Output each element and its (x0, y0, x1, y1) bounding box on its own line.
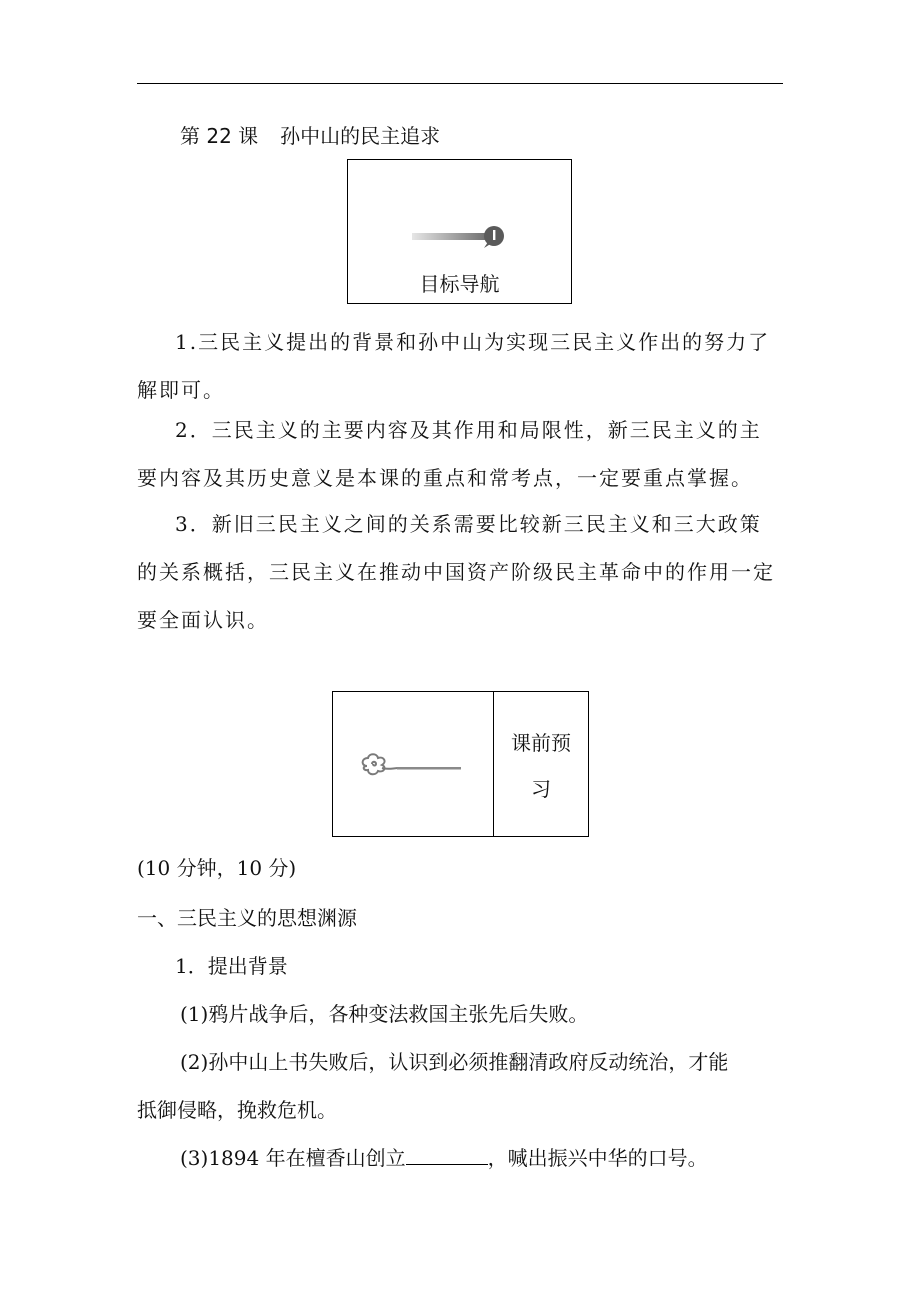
arrow-bar-icon (412, 220, 508, 250)
goal-item-1: 1.三民主义提出的背景和孙中山为实现三民主义作出的努力了解即可。 (137, 330, 771, 402)
background-item-3 (180, 1142, 708, 1171)
preview-label-line1: 课前预 (511, 731, 571, 755)
fill-in-blank[interactable] (406, 1146, 488, 1165)
time-score: (10 分钟，10 分) (137, 856, 297, 880)
preview-icon-cell (333, 692, 494, 836)
item-3-text-after: ，喊出振兴中华的口号。 (487, 1146, 708, 1170)
lesson-title (180, 120, 440, 149)
section-heading: 一、三民主义的思想渊源 (137, 906, 357, 930)
lesson-name: 孙中山的民主追求 (280, 124, 441, 148)
cloud-scroll-icon (359, 750, 463, 780)
goal-nav-box (347, 159, 572, 304)
background-item-2: (2)孙中山上书失败后，认识到必须推翻清政府反动统治，才能 (180, 1050, 729, 1074)
subheading: 1．提出背景 (175, 954, 288, 978)
goal-item-2: 2．三民主义的主要内容及其作用和局限性，新三民主义的主要内容及其历史意义是本课的重点和常考点，一定要重点掌握。 (137, 418, 762, 490)
goal-item-3: 3．新旧三民主义之间的关系需要比较新三民主义和三大政策的关系概括，三民主义在推动中国资产阶级民主革命中的作用一定要全面认识。 (137, 512, 775, 632)
lesson-number: 第 22 课 (180, 124, 259, 148)
item-3-text-before: (3)1894 年在檀香山创立 (180, 1146, 406, 1170)
background-item-2-cont: 抵御侵略，挽救危机。 (137, 1098, 337, 1122)
preview-box (332, 691, 589, 837)
background-item-1: (1)鸦片战争后，各种变法救国主张先后失败。 (180, 1002, 589, 1026)
preview-label-line2: 习 (531, 777, 551, 801)
goal-nav-label: 目标导航 (419, 272, 500, 296)
preview-label (494, 720, 588, 812)
top-rule (137, 83, 783, 84)
